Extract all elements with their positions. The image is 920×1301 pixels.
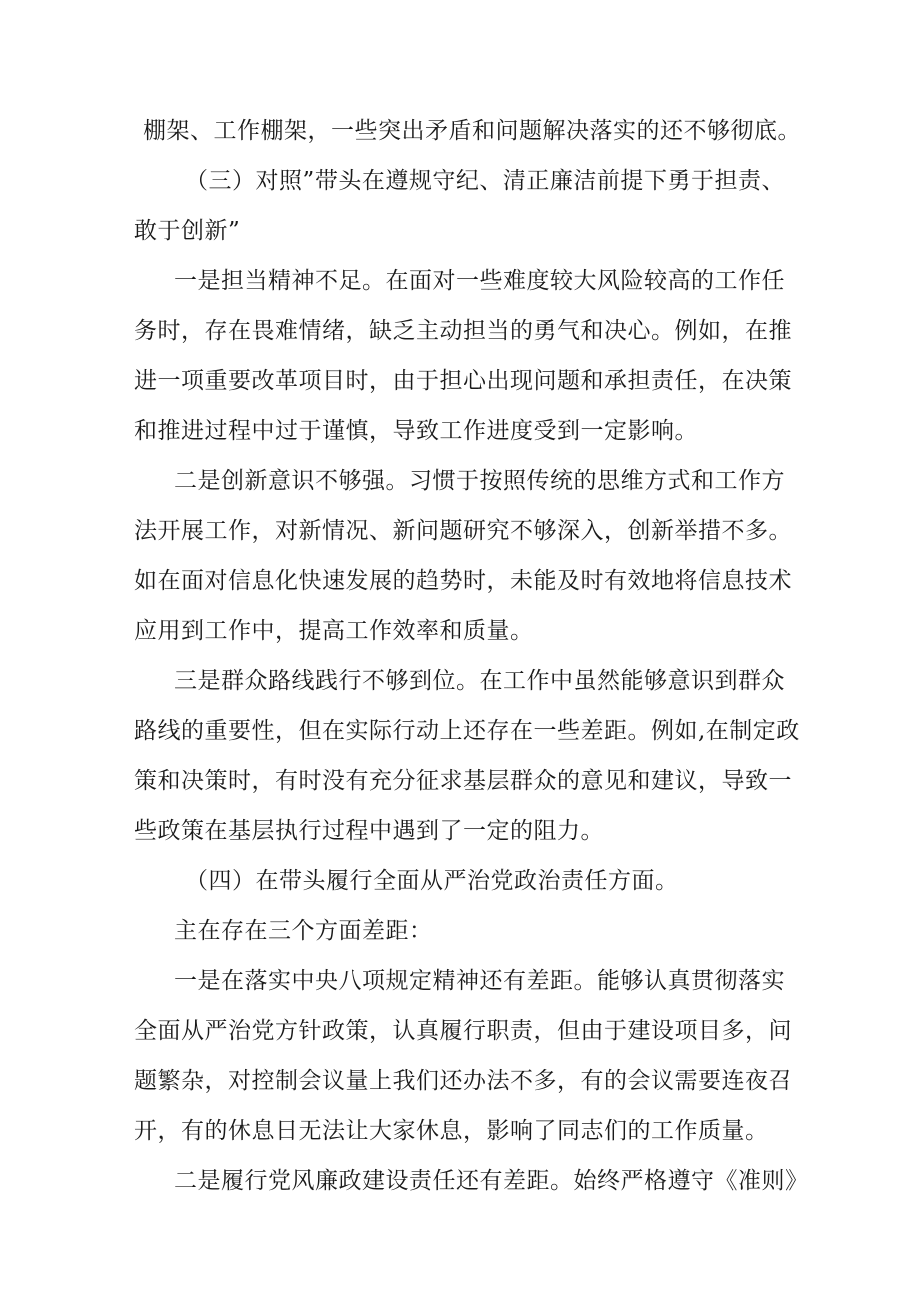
paragraph-line-21: 开，有的休息日无法让大家休息，影响了同志们的工作质量。 bbox=[134, 1118, 769, 1144]
section-heading-3-line-1: （三）对照”带头在遵规守纪、清正廉洁前提下勇于担责、 bbox=[185, 168, 785, 194]
paragraph-line-14: 策和决策时，有时没有充分征求基层群众的意见和建议，导致一 bbox=[134, 768, 792, 794]
paragraph-line-9: 法开展工作，对新情况、新问题研究不够深入，创新举措不多。 bbox=[134, 518, 792, 544]
section-heading-3-line-2: 敢于创新” bbox=[134, 218, 241, 244]
paragraph-line-4: 一是担当精神不足。在面对一些难度较大风险较高的工作任 bbox=[174, 268, 785, 294]
paragraph-line-15: 些政策在基层执行过程中遇到了一定的阻力。 bbox=[134, 818, 604, 844]
paragraph-line-8: 二是创新意识不够强。习惯于按照传统的思维方式和工作方 bbox=[174, 468, 785, 494]
paragraph-line-22: 二是履行党风廉政建设责任还有差距。始终严格遵守《准则》 bbox=[174, 1168, 809, 1194]
paragraph-line-18: 一是在落实中央八项规定精神还有差距。能够认真贯彻落实 bbox=[174, 968, 785, 994]
section-heading-4: （四）在带头履行全面从严治党政治责任方面。 bbox=[185, 868, 679, 894]
paragraph-line-20: 题繁杂，对控制会议量上我们还办法不多，有的会议需要连夜召 bbox=[134, 1068, 792, 1094]
paragraph-line-6: 进一项重要改革项目时，由于担心出现问题和承担责任，在决策 bbox=[134, 368, 792, 394]
paragraph-line-5: 务时，存在畏难情绪，缺乏主动担当的勇气和决心。例如，在推 bbox=[134, 318, 792, 344]
paragraph-line-11: 应用到工作中，提高工作效率和质量。 bbox=[134, 618, 534, 644]
paragraph-line-1: 棚架、工作棚架，一些突出矛盾和问题解决落实的还不够彻底。 bbox=[143, 118, 801, 144]
paragraph-line-19: 全面从严治党方针政策，认真履行职责，但由于建设项目多，问 bbox=[134, 1018, 792, 1044]
paragraph-line-7: 和推进过程中过于谨慎，导致工作进度受到一定影响。 bbox=[134, 418, 698, 444]
paragraph-line-17: 主在存在三个方面差距： bbox=[174, 918, 433, 944]
paragraph-line-13: 路线的重要性，但在实际行动上还存在一些差距。例如,在制定政 bbox=[134, 718, 800, 744]
paragraph-line-10: 如在面对信息化快速发展的趋势时，未能及时有效地将信息技术 bbox=[134, 568, 792, 594]
paragraph-line-12: 三是群众路线践行不够到位。在工作中虽然能够意识到群众 bbox=[174, 668, 785, 694]
